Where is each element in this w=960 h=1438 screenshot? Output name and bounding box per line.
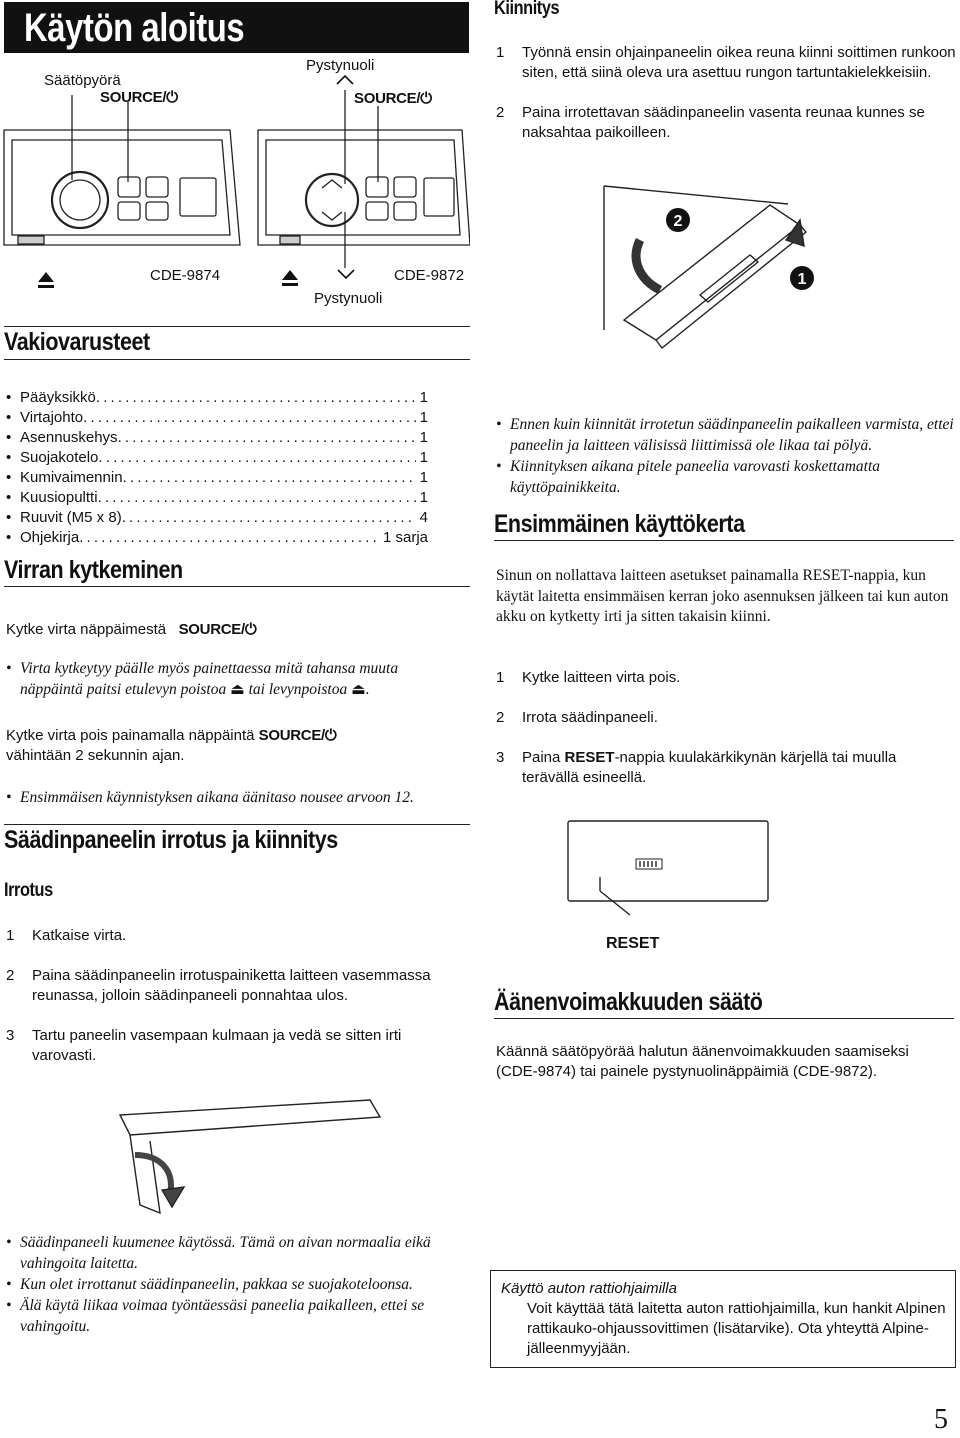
first-use-step: 2 Irrota säädinpaneeli.: [496, 709, 658, 726]
list-item: • Ohjekirja . . . 1 sarja: [6, 528, 428, 548]
reset-label: RESET: [606, 935, 660, 952]
panel-release-icon: ⏏: [230, 681, 245, 698]
attach-illustration: [600, 180, 830, 410]
source-label-right: SOURCE/⏻: [354, 90, 432, 107]
head-unit-illustration: [0, 60, 470, 310]
first-use-steps: [496, 668, 956, 788]
steering-title: Käyttö auton rattiohjaimilla: [501, 1280, 677, 1297]
eject-icon: [38, 272, 54, 288]
eject-icon: ⏏: [351, 681, 366, 698]
list-item: • Pääyksikkö . . . 1: [6, 388, 428, 408]
page-number: 5: [934, 1404, 948, 1435]
attach-heading: Kiinnitys: [494, 0, 560, 19]
model-left-label: CDE-9874: [150, 267, 221, 284]
source-label-left: SOURCE/⏻: [100, 89, 178, 106]
source-power-label: SOURCE/⏻: [258, 727, 337, 744]
power-note: • Ensimmäisen käynnistyksen aikana äänitaso nousee arvoon 12.: [6, 787, 456, 808]
marker-2-icon: [666, 208, 690, 232]
list-item: • Virtajohto . . . 1: [6, 408, 428, 428]
knob-label: Säätöpyörä: [44, 72, 121, 89]
removal-note: • Kun olet irrottanut säädinpaneelin, pakkaa se suojakoteloonsa.: [6, 1274, 476, 1295]
panel-heading: Säädinpaneelin irrotus ja kiinnitys: [4, 826, 338, 854]
attach-step: 2 Paina irrotettavan säädinpaneelin vasenta reunaa kunnes se naksahtaa paikoilleen.: [496, 104, 925, 141]
page-title-bar: [4, 2, 469, 53]
page-title: Käytön aloitus: [24, 6, 245, 50]
steering-box: [490, 1270, 956, 1368]
list-item: • Asennuskehys . . . 1: [6, 428, 428, 448]
power-note-list: [6, 658, 446, 700]
attach-note: • Kiinnityksen aikana pitele paneelia varovasti koskettamatta käyttöpainikkeita.: [496, 456, 956, 498]
svg-text:2: 2: [673, 213, 683, 230]
removal-note: • Älä käytä liikaa voimaa työntäessäsi paneelia paikalleen, ettei se vahingoitu.: [6, 1295, 476, 1337]
first-use-intro: Sinun on nollattava laitteen asetukset painamalla RESET-nappia, kun käytät laitetta ensimmäisen kerran joko asennuksen jälkeen tai kun auton akku on kytketty irti ja sitten takaisin kiinni.: [496, 567, 949, 625]
removal-illustration: [100, 1095, 400, 1225]
model-right-label: CDE-9872: [394, 267, 465, 284]
power-note: • Virta kytkeytyy päälle myös painettaessa mitä tahansa muuta näppäintä paitsi etulevyn poistoa ⏏ tai levynpoistoa ⏏.: [6, 658, 446, 700]
standard-items-list: [6, 388, 428, 548]
power-on-text: Kytke virta näppäimestä SOURCE/⏻: [6, 621, 257, 638]
arrow-down-label: Pystynuoli: [314, 290, 383, 307]
power-note-list-2: [6, 787, 456, 808]
volume-text: Käännä säätöpyörää halutun äänenvoimakkuuden saamiseksi (CDE-9874) tai painele pystynuolinäppäimiä (CDE-9872).: [496, 1043, 909, 1080]
attach-notes: [496, 414, 956, 498]
attach-step: 1 Työnnä ensin ohjainpaneelin oikea reuna kiinni soittimen runkoon siten, että siinä oleva ura asettuu rungon tartuntakielekkeisiin.: [496, 44, 956, 81]
removal-step: 2 Paina säädinpaneelin irrotuspainiketta laitteen vasemmassa reunassa, jolloin säädinpaneeli ponnahtaa ulos.: [6, 967, 431, 1004]
first-use-step: 3 Paina RESET-nappia kuulakärkikynän kärjellä tai muulla terävällä esineellä.: [496, 749, 897, 786]
marker-1-icon: [790, 266, 814, 290]
removal-step: 3 Tartu paneelin vasempaan kulmaan ja vedä se sitten irti varovasti.: [6, 1027, 402, 1064]
svg-text:1: 1: [797, 271, 807, 288]
steering-text: Voit käyttää tätä laitetta auton rattiohjaimilla, kun hankit Alpinen rattikauko-ohjaussovittimen (lisätarvike). Ota yhteyttä Alpine-jälleenmyyjään.: [527, 1300, 946, 1357]
removal-note: • Säädinpaneeli kuumenee käytössä. Tämä on aivan normaalia eikä vahingoita laitetta.: [6, 1232, 476, 1274]
list-item: • Ruuvit (M5 x 8) . . . 4: [6, 508, 428, 528]
reset-illustration: [560, 815, 780, 925]
attach-note: • Ennen kuin kiinnität irrotetun säädinpaneelin paikalleen varmista, ettei paneelin ja laitteen välisissä liittimissä ole likaa tai pölyä.: [496, 414, 956, 456]
standard-items-heading: Vakiovarusteet: [4, 328, 150, 356]
power-off-text: Kytke virta pois painamalla näppäintä SOURCE/⏻ vähintään 2 sekunnin ajan.: [6, 727, 337, 764]
list-item: • Suojakotelo . . . 1: [6, 448, 428, 468]
first-use-heading: Ensimmäinen käyttökerta: [494, 510, 745, 538]
attach-steps: [496, 43, 956, 143]
source-power-label: SOURCE/⏻: [178, 621, 257, 638]
arrow-up-label: Pystynuoli: [306, 57, 375, 74]
power-heading: Virran kytkeminen: [4, 556, 183, 584]
first-use-step: 1 Kytke laitteen virta pois.: [496, 669, 681, 686]
list-item: • Kumivaimennin . . . 1: [6, 468, 428, 488]
removal-steps: [6, 926, 466, 1066]
list-item: • Kuusiopultti . . . 1: [6, 488, 428, 508]
panel-release-icon: [282, 270, 298, 286]
volume-heading: Äänenvoimakkuuden säätö: [494, 988, 763, 1016]
removal-heading: Irrotus: [4, 880, 53, 901]
removal-step: 1 Katkaise virta.: [6, 927, 127, 944]
removal-notes: [6, 1232, 476, 1337]
